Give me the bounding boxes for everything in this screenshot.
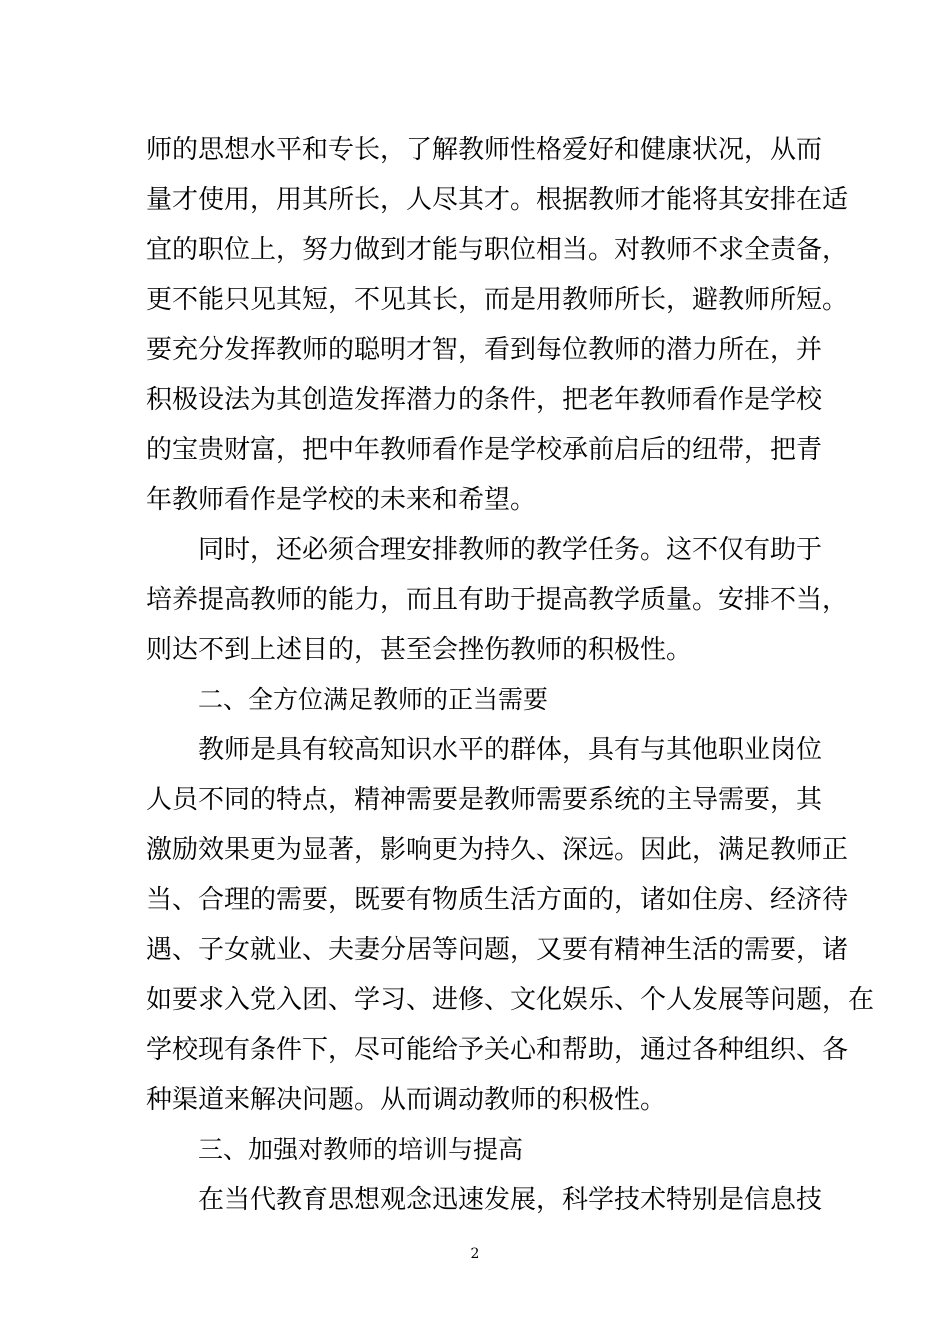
body-text-line: 年教师看作是学校的未来和希望。 (146, 485, 537, 515)
body-text-line: 宜的职位上，努力做到才能与职位相当。对教师不求全责备， (146, 235, 849, 265)
body-text-line: 学校现有条件下，尽可能给予关心和帮助，通过各种组织、各 (146, 1035, 849, 1065)
body-text-line: 当、合理的需要，既要有物质生活方面的，诸如住房、经济待 (146, 885, 849, 915)
body-text-line: 更不能只见其短，不见其长，而是用教师所长，避教师所短。 (146, 285, 849, 315)
section-heading: 二、全方位满足教师的正当需要 (198, 685, 549, 714)
body-text-line: 的宝贵财富，把中年教师看作是学校承前启后的纽带，把青 (146, 435, 823, 465)
body-text-line: 师的思想水平和专长，了解教师性格爱好和健康状况，从而 (146, 135, 823, 165)
body-text-line: 培养提高教师的能力，而且有助于提高教学质量。安排不当， (146, 585, 849, 615)
body-text-line: 量才使用，用其所长，人尽其才。根据教师才能将其安排在适 (146, 185, 849, 215)
body-text-line: 在当代教育思想观念迅速发展，科学技术特别是信息技 (198, 1185, 823, 1215)
body-text-line: 同时，还必须合理安排教师的教学任务。这不仅有助于 (198, 535, 823, 565)
body-text-line: 积极设法为其创造发挥潜力的条件，把老年教师看作是学校 (146, 385, 823, 415)
body-text-line: 遇、子女就业、夫妻分居等问题，又要有精神生活的需要，诸 (146, 935, 849, 965)
body-text-line: 教师是具有较高知识水平的群体，具有与其他职业岗位 (198, 735, 823, 765)
page-number: 2 (470, 1246, 480, 1262)
body-text-line: 种渠道来解决问题。从而调动教师的积极性。 (146, 1085, 667, 1115)
body-text-line: 要充分发挥教师的聪明才智，看到每位教师的潜力所在，并 (146, 335, 823, 365)
body-text-line: 如要求入党入团、学习、进修、文化娱乐、个人发展等问题，在 (146, 985, 875, 1015)
body-text-line: 激励效果更为显著，影响更为持久、深远。因此，满足教师正 (146, 835, 849, 865)
body-text-line: 人员不同的特点，精神需要是教师需要系统的主导需要，其 (146, 785, 823, 815)
body-text-line: 则达不到上述目的，甚至会挫伤教师的积极性。 (146, 635, 693, 665)
section-heading: 三、加强对教师的培训与提高 (198, 1135, 524, 1164)
